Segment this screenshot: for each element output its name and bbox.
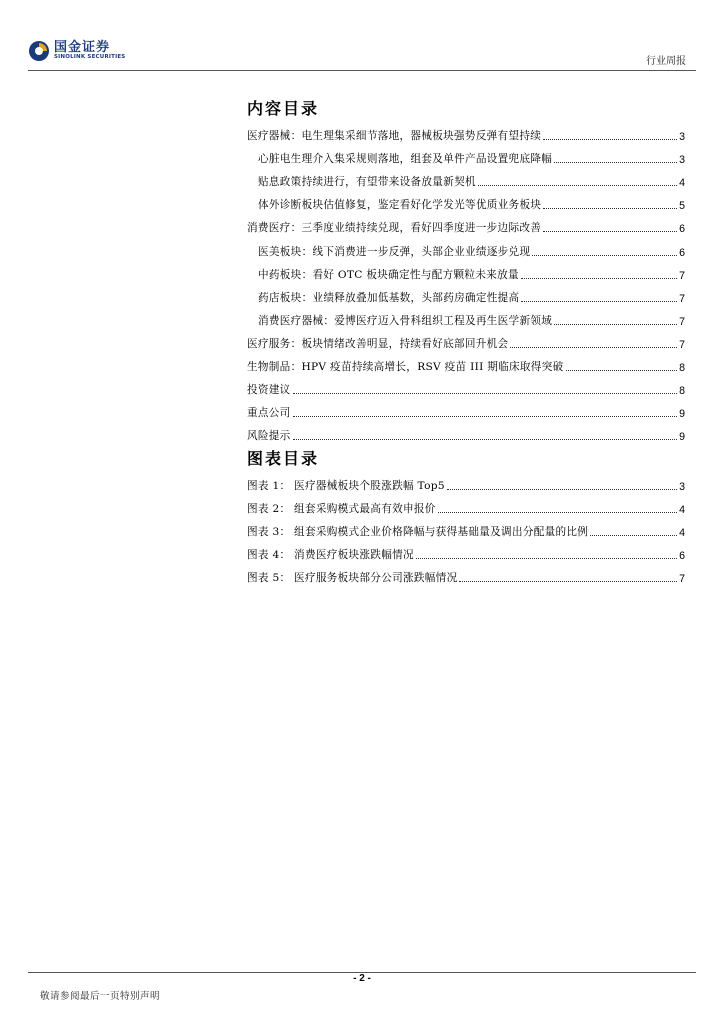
toc-entry-page: 7 [679, 292, 685, 305]
toc-leader-dots [554, 162, 677, 163]
toc-leader-dots [532, 255, 677, 256]
toc-entry-page: 3 [679, 154, 685, 167]
toc-entry-title: 生物制品：HPV 疫苗持续高增长，RSV 疫苗 III 期临床取得突破 [247, 361, 564, 374]
toc-leader-dots [554, 324, 677, 325]
toc-entry-title: 医美板块：线下消费进一步反弹，头部企业业绩逐步兑现 [258, 245, 531, 258]
toc-entry[interactable] [247, 235, 685, 258]
page-header [28, 40, 696, 68]
toc-entry[interactable] [247, 166, 685, 189]
toc-entry[interactable] [247, 189, 685, 212]
toc-entry[interactable] [247, 539, 685, 562]
toc-entry-page: 7 [679, 315, 685, 328]
toc-entry-title: 医疗服务：板块情绪改善明显，持续看好底部回升机会 [247, 337, 509, 350]
figures-list [247, 470, 685, 585]
toc-entry-page: 6 [679, 550, 685, 563]
disclaimer-note: 敬请参阅最后一页特别声明 [40, 991, 161, 1002]
toc-entry-title: 体外诊断板块估值修复，鉴定看好化学发光等优质业务板块 [258, 199, 542, 212]
toc-entry-page: 4 [679, 527, 685, 540]
toc-entry-page: 5 [679, 200, 685, 213]
toc-leader-dots [293, 439, 678, 440]
toc-leader-dots [543, 208, 677, 209]
toc-leader-dots [521, 278, 677, 279]
contents-list [247, 120, 685, 443]
toc-entry-title: 贴息政策持续进行，有望带来设备放量新契机 [258, 176, 476, 189]
toc-entry[interactable] [247, 143, 685, 166]
toc-entry[interactable] [247, 516, 685, 539]
toc-entry-title: 风险提示 [247, 430, 291, 443]
toc-entry-page: 7 [679, 338, 685, 351]
toc-entry-title: 重点公司 [247, 407, 291, 420]
header-divider [28, 70, 696, 71]
toc-entry[interactable] [247, 212, 685, 235]
toc-leader-dots [521, 301, 677, 302]
toc-entry-title: 图表 3： 组套采购模式企业价格降幅与获得基础量及调出分配量的比例 [247, 526, 589, 539]
toc-entry-page: 6 [679, 223, 685, 236]
toc-entry-page: 9 [679, 431, 685, 444]
toc-entry[interactable] [247, 305, 685, 328]
toc-entry-page: 7 [679, 573, 685, 586]
toc-leader-dots [459, 581, 677, 582]
toc-entry-page: 4 [679, 504, 685, 517]
toc-entry[interactable] [247, 120, 685, 143]
toc-entry[interactable] [247, 351, 685, 374]
toc-entry-title: 图表 2： 组套采购模式最高有效申报价 [247, 503, 436, 516]
toc-entry-title: 图表 4： 消费医疗板块涨跌幅情况 [247, 549, 414, 562]
toc-entry-title: 消费医疗器械：爱博医疗迈入骨科组织工程及再生医学新领域 [258, 314, 553, 327]
toc-entry-page: 6 [679, 246, 685, 259]
toc-entry-title: 药店板块：业绩释放叠加低基数，头部药房确定性提高 [258, 291, 520, 304]
toc-leader-dots [543, 139, 677, 140]
toc-leader-dots [510, 347, 677, 348]
logo-mark-icon [28, 40, 50, 62]
toc-leader-dots [416, 558, 677, 559]
logo-en-text: SINOLINK SECURITIES [54, 54, 126, 61]
toc-leader-dots [543, 231, 677, 232]
logo-cn-text: 国金证券 [54, 40, 111, 56]
toc-entry-page: 7 [679, 269, 685, 282]
toc-entry-title: 图表 5： 医疗服务板块部分公司涨跌幅情况 [247, 572, 458, 585]
toc-entry[interactable] [247, 328, 685, 351]
toc-leader-dots [447, 489, 677, 490]
toc-entry[interactable] [247, 562, 685, 585]
toc-entry[interactable] [247, 282, 685, 305]
toc-entry-title: 图表 1： 医疗器械板块个股涨跌幅 Top5 [247, 480, 445, 493]
company-logo [28, 40, 125, 62]
toc-entry[interactable] [247, 374, 685, 397]
toc-entry[interactable] [247, 493, 685, 516]
toc-entry-page: 3 [679, 131, 685, 144]
toc-entry-title: 消费医疗：三季度业绩持续兑现，看好四季度进一步边际改善 [247, 222, 542, 235]
figures-title: 图表目录 [247, 449, 320, 468]
toc-leader-dots [293, 416, 678, 417]
toc-entry-title: 医疗器械：电生理集采细节落地，器械板块强势反弹有望持续 [247, 130, 542, 143]
toc-entry-page: 3 [679, 481, 685, 494]
toc-leader-dots [478, 185, 677, 186]
toc-entry[interactable] [247, 397, 685, 420]
toc-leader-dots [438, 512, 677, 513]
toc-entry[interactable] [247, 420, 685, 443]
toc-entry-title: 心脏电生理介入集采规则落地，组套及单件产品设置兜底降幅 [258, 153, 553, 166]
toc-entry-page: 8 [679, 362, 685, 375]
page-number: - 2 - [353, 973, 371, 984]
toc-leader-dots [566, 370, 678, 371]
toc-entry[interactable] [247, 470, 685, 493]
report-type: 行业周报 [646, 56, 686, 67]
toc-leader-dots [590, 535, 677, 536]
toc-entry-title: 投资建议 [247, 384, 291, 397]
toc-entry-page: 4 [679, 177, 685, 190]
contents-title: 内容目录 [247, 99, 320, 118]
toc-entry-title: 中药板块：看好 OTC 板块确定性与配方颗粒未来放量 [258, 268, 519, 281]
toc-leader-dots [293, 393, 678, 394]
toc-entry[interactable] [247, 259, 685, 282]
toc-entry-page: 8 [679, 385, 685, 398]
toc-entry-page: 9 [679, 408, 685, 421]
